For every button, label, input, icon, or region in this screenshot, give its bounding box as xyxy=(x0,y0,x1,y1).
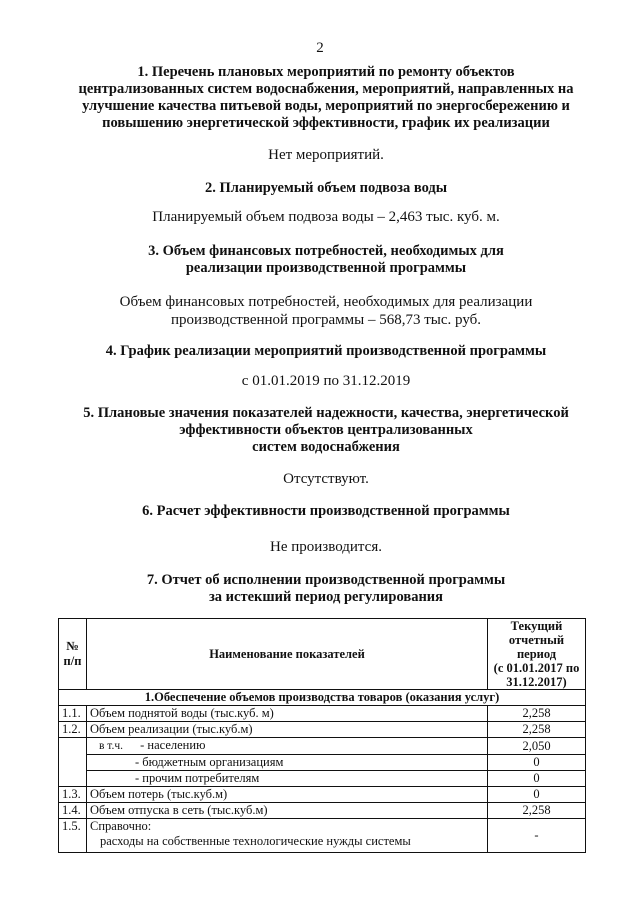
row-value: 2,258 xyxy=(488,803,586,819)
table-row xyxy=(59,722,586,738)
section-6-text: Не производится. xyxy=(270,539,382,555)
report-table xyxy=(58,618,586,853)
section-4-text: с 01.01.2019 по 31.12.2019 xyxy=(241,373,411,389)
row-value: 2,258 xyxy=(488,706,586,722)
header-period: Текущий отчетный период (с 01.01.2017 по 31.12.2017) xyxy=(488,619,586,690)
table-row xyxy=(59,787,586,803)
row-num xyxy=(59,771,87,787)
header-num: № п/п xyxy=(59,619,87,690)
table-row xyxy=(59,771,586,787)
row-name: Объем потерь (тыс.куб.м) xyxy=(87,787,488,803)
row-value: - xyxy=(488,819,586,853)
row-num: 1.3. xyxy=(59,787,87,803)
table-row xyxy=(59,755,586,771)
section-5-heading: 5. Плановые значения показателей надежности, качества, энергетической эффективности объектов централизованных систем водоснабжения xyxy=(83,405,569,455)
row-name: - прочим потребителям xyxy=(87,771,488,787)
row-value: 0 xyxy=(488,787,586,803)
section-7-heading: 7. Отчет об исполнении производственной программы за истекший период регулирования xyxy=(146,572,506,605)
table-section-row xyxy=(59,690,586,706)
table-header-row xyxy=(59,619,586,690)
table-row xyxy=(59,803,586,819)
row-name: Объем отпуска в сеть (тыс.куб.м) xyxy=(87,803,488,819)
row-num: 1.2. xyxy=(59,722,87,738)
row-name: Объем поднятой воды (тыс.куб. м) xyxy=(87,706,488,722)
section-2-heading: 2. Планируемый объем подвоза воды xyxy=(204,180,448,196)
row-name: Справочно: расходы на собственные технологические нужды системы xyxy=(87,819,488,853)
section-3-heading: 3. Объем финансовых потребностей, необходимых для реализации производственной программы xyxy=(148,243,504,276)
row-value: 0 xyxy=(488,771,586,787)
section-4-heading: 4. График реализации мероприятий производственной программы xyxy=(105,343,547,359)
row-name: Объем реализации (тыс.куб.м) xyxy=(87,722,488,738)
section-3-text: Объем финансовых потребностей, необходимых для реализации производственной программы – 568,73 тыс. руб. xyxy=(119,294,533,328)
table-row xyxy=(59,819,586,853)
row-num: 1.1. xyxy=(59,706,87,722)
section-6-heading: 6. Расчет эффективности производственной программы xyxy=(142,503,510,519)
table-row xyxy=(59,738,586,755)
header-name: Наименование показателей xyxy=(87,619,488,690)
section-5-text: Отсутствуют. xyxy=(283,471,369,487)
section-title: 1.Обеспечение объемов производства товаров (оказания услуг) xyxy=(59,690,586,706)
section-1-text: Нет мероприятий. xyxy=(268,147,384,163)
section-2-text: Планируемый объем подвоза воды – 2,463 тыс. куб. м. xyxy=(152,209,500,225)
row-num xyxy=(59,738,87,755)
row-name: в т.ч. - населению xyxy=(87,738,488,755)
row-value: 0 xyxy=(488,755,586,771)
page-number: 2 xyxy=(316,40,324,56)
row-num xyxy=(59,755,87,771)
section-1-heading: 1. Перечень плановых мероприятий по ремонту объектов централизованных систем водоснабжения, мероприятий, направленных на улучшение качества питьевой воды, мероприятий по энергосбережению и повышению энергетической эффективности, график их реализации xyxy=(78,64,574,131)
row-name: - бюджетным организациям xyxy=(87,755,488,771)
row-value: 2,050 xyxy=(488,738,586,755)
table-row xyxy=(59,706,586,722)
row-num: 1.4. xyxy=(59,803,87,819)
row-num: 1.5. xyxy=(59,819,87,853)
row-value: 2,258 xyxy=(488,722,586,738)
row-prefix: в т.ч. xyxy=(99,740,123,752)
